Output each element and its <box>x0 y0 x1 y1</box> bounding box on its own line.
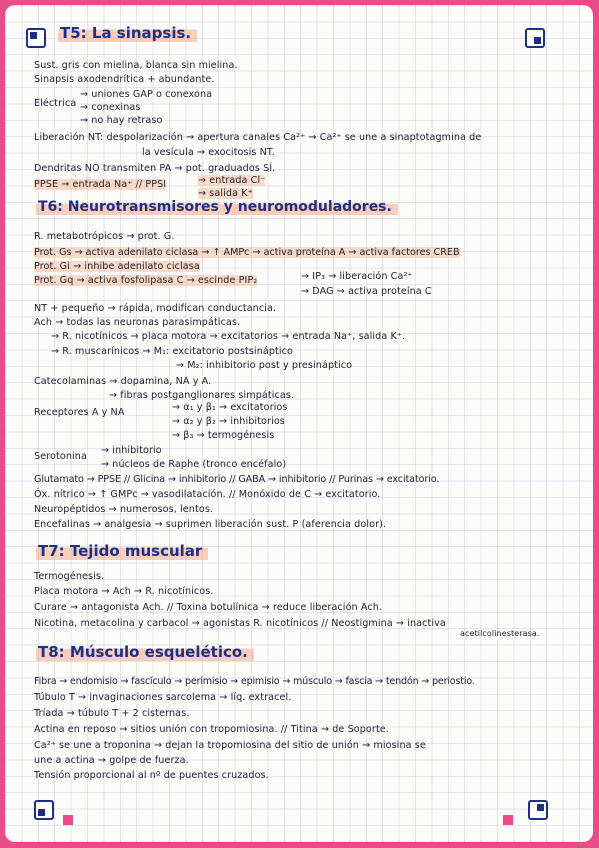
note-line: Glutamato → PPSE // Glicina → inhibitorio // GABA → inhibitorio // Purinas → excitatorio. <box>34 474 440 485</box>
note-line: Óx. nítrico → ↑ GMPc → vasodilatación. // Monóxido de C → excitatorio. <box>34 489 381 500</box>
note-line: Sust. gris con mielina, blanca sin mielina. <box>34 60 238 71</box>
note-line: Tensión proporcional al nº de puentes cruzados. <box>34 770 269 781</box>
note-line: Prot. Gi → inhibe adenilato ciclasa <box>34 261 200 272</box>
note-line: → DAG → activa proteína C <box>301 286 432 297</box>
note-line: Liberación NT: despolarización → apertura canales Ca²⁺ → Ca²⁺ se une a sinaptotagmina de <box>34 132 482 143</box>
pink-marker <box>63 815 73 825</box>
corner-logo-icon <box>34 800 54 820</box>
note-line: Receptores A y NA <box>34 407 125 418</box>
note-line: → IP₃ → liberación Ca²⁺ <box>301 271 413 282</box>
note-line: Sinapsis axodendrítica + abundante. <box>34 74 215 85</box>
note-line: → R. nicotínicos → placa motora → excitatorios → entrada Na⁺, salida K⁺. <box>51 331 406 342</box>
note-line: Ca²⁺ se une a troponina → dejan la tropomiosina del sitio de unión → miosina se <box>34 740 426 751</box>
note-line: la vesícula → exocitosis NT. <box>142 147 275 158</box>
note-line: Termogénesis. <box>34 571 105 582</box>
note-line: Nicotina, metacolina y carbacol → agonistas R. nicotínicos // Neostigmina → inactiva <box>34 618 446 629</box>
note-line: → uniones GAP o conexona <box>80 89 213 100</box>
note-line: PPSE → entrada Na⁺ // PPSI <box>34 179 167 190</box>
note-line: Tríada → túbulo T + 2 cisternas. <box>34 708 190 719</box>
note-line: Ach → todas las neuronas parasimpáticas. <box>34 317 241 328</box>
corner-logo-icon <box>528 800 548 820</box>
note-line: Fibra → endomisio → fascículo → perimisio → epimisio → músculo → fascia → tendón → periostio. <box>34 676 475 687</box>
note-line: → conexinas <box>80 102 141 113</box>
note-line: → fibras postganglionares simpáticas. <box>109 390 295 401</box>
note-line: Placa motora → Ach → R. nicotínicos. <box>34 586 214 597</box>
note-line: → núcleos de Raphe (tronco encéfalo) <box>101 459 287 470</box>
corner-logo-icon <box>26 28 46 48</box>
note-line: → α₂ y β₂ → inhibitorios <box>172 416 285 427</box>
note-line: → α₁ y β₁ → excitatorios <box>172 402 288 413</box>
note-line: → salida K⁺ <box>198 188 253 199</box>
note-line: Dendritas NO transmiten PA → pot. graduados SÍ. <box>34 163 276 174</box>
note-line: Prot. Gs → activa adenilato ciclasa → ↑ AMPc → activa proteína A → activa factores CREB <box>34 247 460 258</box>
note-line: → R. muscarínicos → M₁: excitatorio postsináptico <box>51 346 294 357</box>
note-line: Encefalinas → analgesia → suprimen liberación sust. P (aferencia dolor). <box>34 519 387 530</box>
section-title-t8: T8: Músculo esquelético. <box>36 643 254 661</box>
note-line: Túbulo T → invaginaciones sarcolema → líq. extracel. <box>34 692 292 703</box>
note-line: Catecolaminas → dopamina, NA y A. <box>34 376 212 387</box>
note-line: → no hay retraso <box>80 115 163 126</box>
section-title-t5: T5: La sinapsis. <box>58 24 197 42</box>
section-title-t7: T7: Tejido muscular <box>36 542 208 560</box>
note-line: → inhibitorio <box>101 445 162 456</box>
note-line: Serotonina <box>34 451 87 462</box>
note-line: une a actina → golpe de fuerza. <box>34 755 189 766</box>
note-line: Neuropéptidos → numerosos, lentos. <box>34 504 214 515</box>
note-line: NT + pequeño → rápida, modifican conductancia. <box>34 303 277 314</box>
note-line: Prot. Gq → activa fosfolipasa C → escinde PIP₂ <box>34 275 258 286</box>
section-title-t6: T6: Neurotransmisores y neuromoduladores. <box>36 199 398 215</box>
notebook-page <box>5 5 593 842</box>
note-line: acetilcolinesterasa. <box>460 629 540 638</box>
note-line: → M₂: inhibitorio post y presináptico <box>176 360 353 371</box>
note-line: Curare → antagonista Ach. // Toxina botulínica → reduce liberación Ach. <box>34 602 383 613</box>
note-line: Eléctrica <box>34 98 77 109</box>
note-line: → β₃ → termogénesis <box>172 430 275 441</box>
note-line: Actina en reposo → sitios unión con tropomiosina. // Titina → de Soporte. <box>34 724 389 735</box>
pink-marker <box>503 815 513 825</box>
note-line: → entrada Cl⁻ <box>198 175 266 186</box>
note-line: R. metabotrópicos → prot. G. <box>34 231 175 242</box>
corner-logo-icon <box>525 28 545 48</box>
